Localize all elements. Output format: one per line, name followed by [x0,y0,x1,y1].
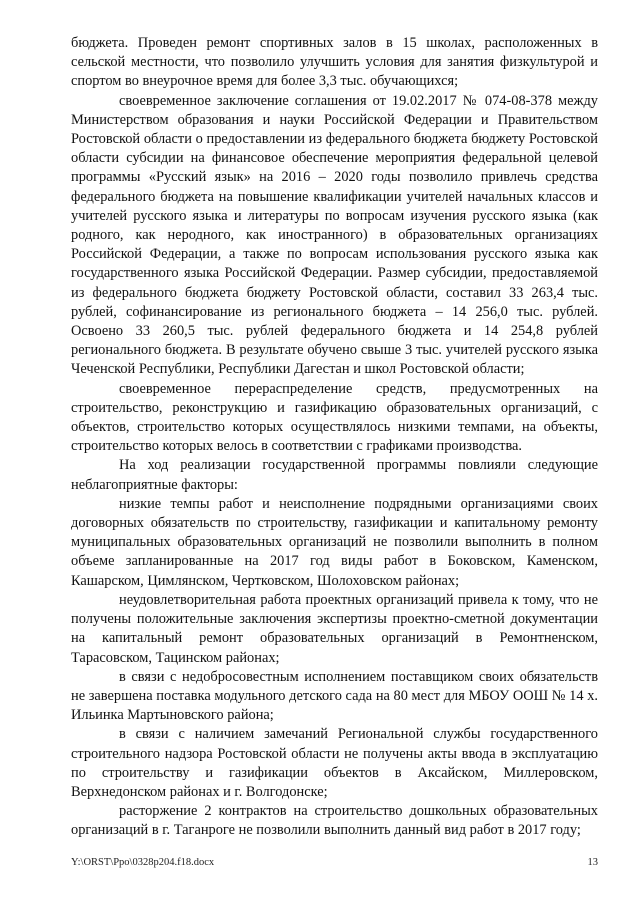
paragraph: своевременное заключение соглашения от 19.02.2017 № 074-08-378 между Министерством образования и науки Российской Федерации и Правительством Ростовской области о предоставлении из федерального бюджета бюджету Ростовской области субсидии на финансовое обеспечение мероприятия федеральной целевой программы «Русский язык» на 2016 – 2020 годы позволило привлечь средства федерального бюджета на повышение квалификации учителей начальных классов и учителей русского языка и литературы по вопросам изучения русского языка (как родного, как неродного, как иностранного) в образовательных организациях Российской Федерации, а также по вопросам использования русского языка как государственного языка Российской Федерации. Размер субсидии, предоставляемой из федерального бюджета бюджету Ростовской области, составил 33 263,4 тыс. рублей, софинансирование из регионального бюджета – 14 256,0 тыс. рублей. Освоено 33 260,5 тыс. рублей федерального бюджета и 14 254,8 рублей регионального бюджета. В результате обучено свыше 3 тыс. учителей русского языка Чеченской Республики, Республики Дагестан и школ Ростовской области; [71,92,598,378]
paragraph: низкие темпы работ и неисполнение подрядными организациями своих договорных обязательств по строительству, газификации и капитальному ремонту муниципальных образовательных организаций не позволили выполнить в полном объеме запланированные на 2017 год виды работ в Боковском, Каменском, Кашарском, Цимлянском, Чертковском, Шолоховском районах; [71,495,598,589]
paragraph: неудовлетворительная работа проектных организаций привела к тому, что не получены положительные заключения экспертизы проектно-сметной документации на капитальный ремонт образовательных организаций в Ремонтненском, Тарасовском, Тацинском районах; [71,591,598,666]
footer-file-path: Y:\ORST\Ppo\0328p204.f18.docx [71,857,215,868]
page-number: 13 [587,857,598,868]
paragraph-continuation: бюджета. Проведен ремонт спортивных залов в 15 школах, расположенных в сельской местности, что позволило улучшить условия для занятия физкультурой и спортом во внеурочное время для более 3,3 тыс. обучающихся; [71,35,598,90]
paragraph: На ход реализации государственной программы повлияли следующие неблагоприятные факторы: [71,457,598,493]
document-body [71,34,598,841]
paragraph: расторжение 2 контрактов на строительство дошкольных образовательных организаций в г. Таганроге не позволили выполнить данный вид работ в 2017 году; [71,803,598,839]
paragraph: в связи с недобросовестным исполнением поставщиком своих обязательств не завершена поставка модульного детского сада на 80 мест для МБОУ ООШ № 14 х. Ильинка Мартыновского района; [71,668,598,724]
paragraph: своевременное перераспределение средств, предусмотренных на строительство, реконструкцию и газификацию образовательных организаций, с объектов, строительство которых осуществлялось низкими темпами, на объекты, строительство которых велось в соответствии с графиками производства. [71,380,598,455]
paragraph: в связи с наличием замечаний Региональной службы государственного строительного надзора Ростовской области не получены акты ввода в эксплуатацию по строительству и газификации объектов в Аксайском, Миллеровском, Верхнедонском районах и г. Волгодонске; [71,726,598,800]
